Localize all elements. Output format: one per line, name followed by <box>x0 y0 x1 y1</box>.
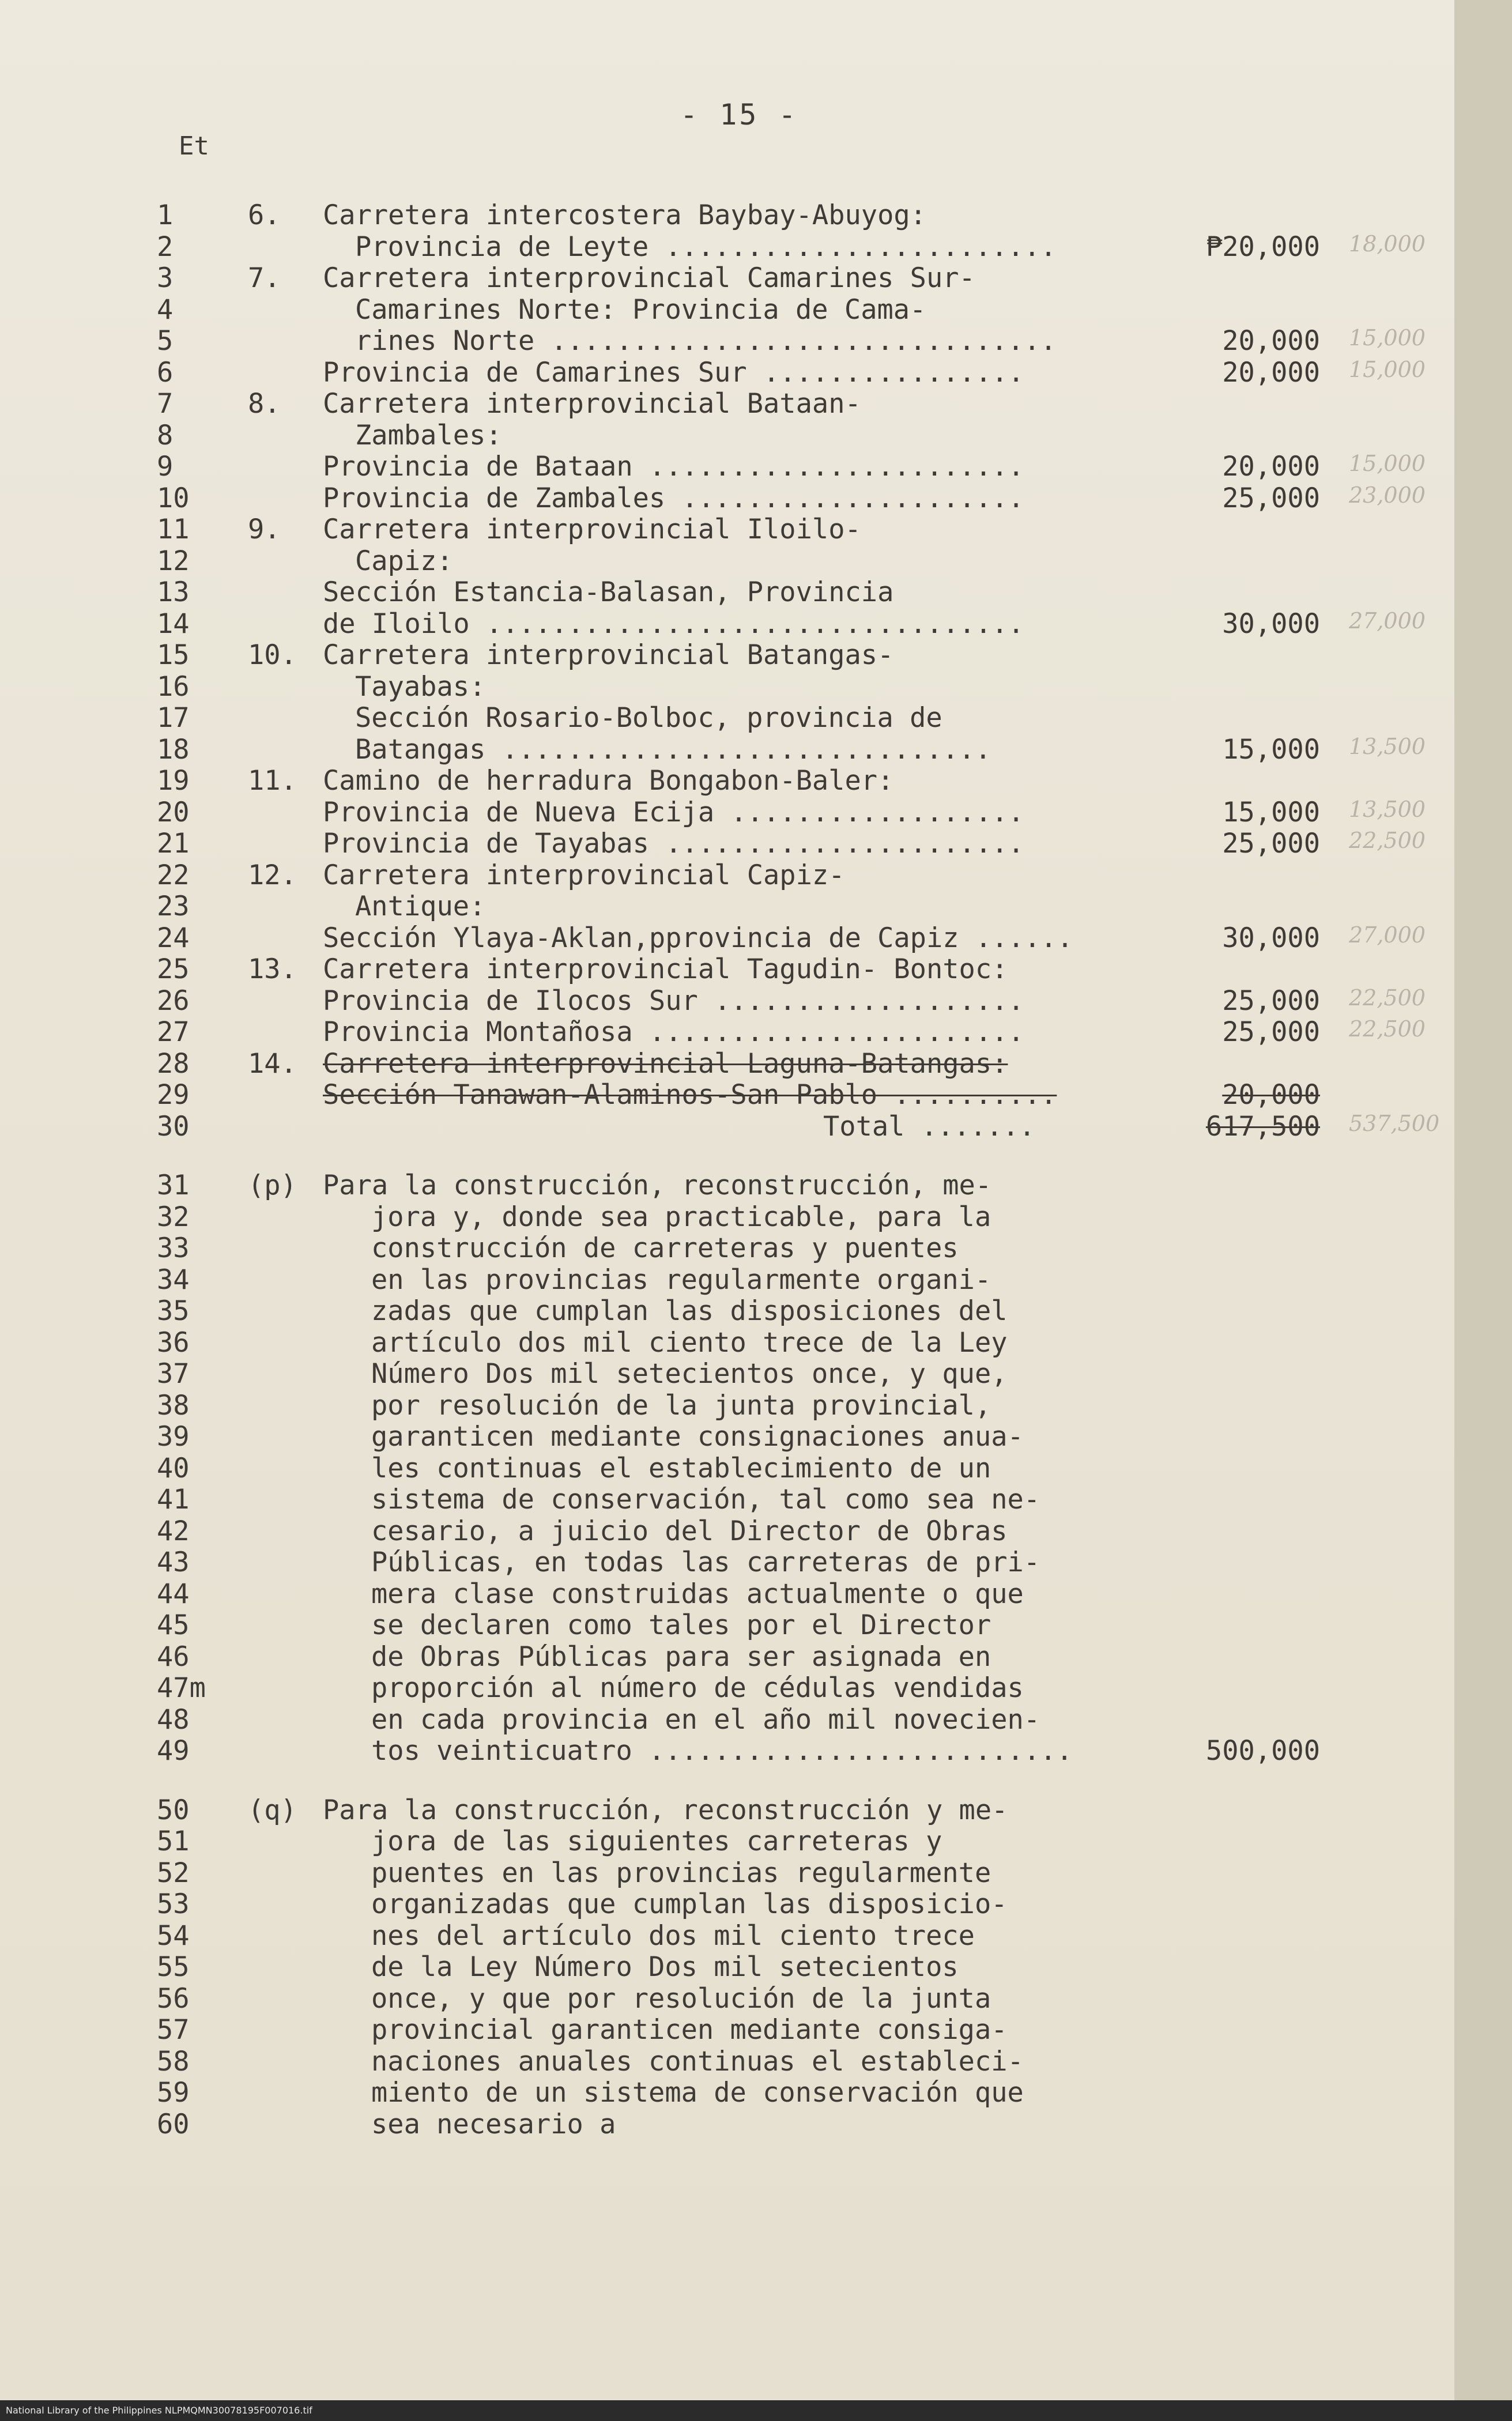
line-number: 21 <box>157 828 190 859</box>
handwritten-amount: 23,000 <box>1349 482 1426 508</box>
document-line <box>0 859 1383 891</box>
document-line <box>0 985 1426 1017</box>
document-line <box>0 451 1426 482</box>
line-number: 45 <box>157 1609 190 1641</box>
line-amount: 20,000 <box>1222 325 1320 357</box>
line-text: jora de las siguientes carreteras y <box>371 1826 942 1857</box>
line-text: sea necesario a <box>371 2109 616 2140</box>
document-line <box>0 420 1383 451</box>
line-number: 12 <box>157 545 190 577</box>
line-number: 36 <box>157 1327 190 1359</box>
line-text: cesario, a juicio del Director de Obras <box>371 1515 1008 1547</box>
document-line <box>0 199 1383 231</box>
document-line <box>0 1264 1383 1295</box>
scan-footer: National Library of the Philippines NLPMQMN30078195F007016.tif <box>0 2400 1512 2421</box>
line-number: 44 <box>157 1578 190 1610</box>
line-number: 50 <box>157 1794 190 1826</box>
document-line <box>0 1358 1383 1389</box>
handwritten-amount: 15,000 <box>1349 451 1426 476</box>
scan-edge <box>1454 0 1512 2400</box>
document-line <box>0 1201 1383 1232</box>
page-number: - 15 - <box>680 98 798 131</box>
handwritten-amount: 537,500 <box>1349 1111 1440 1136</box>
document-line <box>0 1390 1383 1421</box>
line-number: 30 <box>157 1111 190 1142</box>
line-text: de Iloilo ................................. <box>323 608 1024 640</box>
corner-mark: Et <box>179 131 209 161</box>
line-number: 6 <box>157 357 174 389</box>
line-amount: 15,000 <box>1222 797 1320 828</box>
item-marker: 13. <box>248 953 297 985</box>
line-amount: 25,000 <box>1222 1016 1320 1048</box>
line-amount: 15,000 <box>1222 734 1320 765</box>
line-number: 42 <box>157 1515 190 1547</box>
document-line <box>0 1704 1383 1735</box>
document-line <box>0 922 1426 954</box>
line-text: mera clase construidas actualmente o que <box>371 1578 1024 1610</box>
line-number: 59 <box>157 2077 190 2109</box>
handwritten-amount: 13,500 <box>1349 797 1426 822</box>
document-line <box>0 1421 1383 1452</box>
document-line <box>0 1735 1383 1766</box>
line-number: 57 <box>157 2014 190 2046</box>
line-text: Número Dos mil setecientos once, y que, <box>371 1358 1008 1390</box>
line-text: proporción al número de cédulas vendidas <box>371 1672 1024 1704</box>
line-amount: ₱20,000 <box>1205 231 1320 263</box>
line-number: 53 <box>157 1888 190 1920</box>
line-text: de Obras Públicas para ser asignada en <box>371 1641 991 1673</box>
document-line <box>0 388 1383 419</box>
line-text: por resolución de la junta provincial, <box>371 1390 991 1421</box>
line-text: de la Ley Número Dos mil setecientos <box>371 1951 959 1983</box>
document-line <box>0 2046 1383 2077</box>
line-number: 9 <box>157 451 174 482</box>
line-text: Carretera interprovincial Capiz- <box>323 859 845 891</box>
line-number: 52 <box>157 1857 190 1889</box>
line-number: 28 <box>157 1048 190 1080</box>
document-line <box>0 1515 1383 1547</box>
line-number: 1 <box>157 199 174 231</box>
document-line <box>0 1641 1383 1672</box>
line-text: tos veinticuatro .......................... <box>371 1735 1073 1767</box>
line-text: Zambales: <box>355 420 502 451</box>
document-line <box>0 1016 1426 1048</box>
document-line <box>0 1048 1383 1079</box>
line-text: Sección Rosario-Bolboc, provincia de <box>355 702 942 734</box>
document-line <box>0 797 1426 828</box>
line-amount: 30,000 <box>1222 922 1320 954</box>
line-text: se declaren como tales por el Director <box>371 1609 991 1641</box>
line-number: 55 <box>157 1951 190 1983</box>
line-number: 17 <box>157 702 190 734</box>
line-text: Carretera interprovincial Iloilo- <box>323 514 861 545</box>
handwritten-amount: 27,000 <box>1349 922 1426 948</box>
item-marker: 12. <box>248 859 297 891</box>
line-number: 14 <box>157 608 190 640</box>
document-line <box>0 1578 1383 1609</box>
line-text: Provincia de Zambales ..................... <box>323 482 1024 514</box>
line-amount: 25,000 <box>1222 482 1320 514</box>
line-text: Carretera interprovincial Bataan- <box>323 388 861 420</box>
line-number: 51 <box>157 1826 190 1857</box>
line-number: 41 <box>157 1484 190 1515</box>
line-number: 54 <box>157 1920 190 1952</box>
item-marker: 8. <box>248 388 281 420</box>
document-line <box>0 734 1426 765</box>
line-text: Provincia de Tayabas ...................... <box>323 828 1024 859</box>
line-text: organizadas que cumplan las disposicio- <box>371 1888 1008 1920</box>
document-line <box>0 671 1383 702</box>
line-text: Provincia de Ilocos Sur ................... <box>323 985 1024 1017</box>
line-number: 38 <box>157 1390 190 1421</box>
line-number: 16 <box>157 671 190 703</box>
line-text: Capiz: <box>355 545 453 577</box>
document-line <box>0 482 1426 514</box>
line-number: 29 <box>157 1079 190 1111</box>
item-marker: 11. <box>248 765 297 797</box>
item-marker: 6. <box>248 199 281 231</box>
line-text: Carretera interprovincial Camarines Sur- <box>323 262 975 294</box>
line-number: 15 <box>157 639 190 671</box>
document-line <box>0 1232 1383 1264</box>
line-number: 20 <box>157 797 190 828</box>
line-text: artículo dos mil ciento trece de la Ley <box>371 1327 1008 1359</box>
line-text: naciones anuales continuas el estableci- <box>371 2046 1024 2077</box>
line-text: Sección Ylaya-Aklan,pprovincia de Capiz ...... <box>323 922 1073 954</box>
line-number: 48 <box>157 1704 190 1736</box>
item-marker: (q) <box>248 1794 297 1826</box>
line-number: 32 <box>157 1201 190 1233</box>
document-line <box>0 1888 1383 1920</box>
handwritten-amount: 27,000 <box>1349 608 1426 633</box>
line-text: rines Norte ............................... <box>355 325 1057 357</box>
item-marker: 7. <box>248 262 281 294</box>
line-number: 11 <box>157 514 190 545</box>
line-text: nes del artículo dos mil ciento trece <box>371 1920 975 1952</box>
line-amount: 20,000 <box>1222 451 1320 482</box>
document-line <box>0 2109 1383 2140</box>
line-text: Carretera interprovincial Batangas- <box>323 639 894 671</box>
line-number: 3 <box>157 262 174 294</box>
line-text: miento de un sistema de conservación que <box>371 2077 1024 2109</box>
line-amount: 25,000 <box>1222 985 1320 1017</box>
line-text: puentes en las provincias regularmente <box>371 1857 991 1889</box>
line-amount: 20,000 <box>1222 1079 1320 1111</box>
line-number: 23 <box>157 891 190 922</box>
handwritten-amount: 22,500 <box>1349 985 1426 1010</box>
line-text: Camarines Norte: Provincia de Cama- <box>355 294 926 326</box>
document-line <box>0 1794 1383 1826</box>
document-line <box>0 262 1383 293</box>
line-number: 35 <box>157 1295 190 1327</box>
line-number: 5 <box>157 325 174 357</box>
document-line <box>0 1672 1383 1703</box>
line-number: 43 <box>157 1547 190 1578</box>
line-text: provincial garanticen mediante consiga- <box>371 2014 1008 2046</box>
line-number: 58 <box>157 2046 190 2077</box>
document-line <box>0 2014 1383 2045</box>
line-number: 33 <box>157 1232 190 1264</box>
line-text: once, y que por resolución de la junta <box>371 1983 991 2015</box>
item-marker: 9. <box>248 514 281 545</box>
line-amount: 30,000 <box>1222 608 1320 640</box>
line-number: 26 <box>157 985 190 1017</box>
handwritten-amount: 15,000 <box>1349 357 1426 382</box>
line-text: Provincia de Camarines Sur ................ <box>323 357 1024 389</box>
line-number: 37 <box>157 1358 190 1390</box>
line-number: 4 <box>157 294 174 326</box>
line-text: Para la construcción, reconstrucción y me- <box>323 1794 1008 1826</box>
line-text: Públicas, en todas las carreteras de pri- <box>371 1547 1040 1578</box>
line-number: 47m <box>157 1672 206 1704</box>
line-text: construcción de carreteras y puentes <box>371 1232 959 1264</box>
document-line <box>0 1295 1383 1326</box>
line-number: 27 <box>157 1016 190 1048</box>
line-number: 13 <box>157 576 190 608</box>
document-line <box>0 1484 1383 1515</box>
document-line <box>0 294 1383 325</box>
handwritten-amount: 15,000 <box>1349 325 1426 350</box>
line-number: 31 <box>157 1170 190 1201</box>
line-number: 10 <box>157 482 190 514</box>
document-line <box>0 1857 1383 1888</box>
document-line <box>0 514 1383 545</box>
line-text: Provincia de Bataan ....................... <box>323 451 1024 482</box>
document-line <box>0 702 1383 733</box>
item-marker: 14. <box>248 1048 297 1080</box>
line-text: Provincia de Leyte ........................ <box>355 231 1057 263</box>
line-number: 22 <box>157 859 190 891</box>
document-line <box>0 1079 1383 1110</box>
document-line <box>0 1951 1383 1982</box>
item-marker: 10. <box>248 639 297 671</box>
line-number: 39 <box>157 1421 190 1453</box>
document-line <box>0 1547 1383 1578</box>
line-text: zadas que cumplan las disposiciones del <box>371 1295 1008 1327</box>
line-amount: 617,500 <box>1205 1111 1320 1142</box>
document-line <box>0 357 1426 389</box>
handwritten-amount: 13,500 <box>1349 734 1426 759</box>
document-line <box>0 1826 1383 1857</box>
line-number: 18 <box>157 734 190 765</box>
line-number: 24 <box>157 922 190 954</box>
document-line <box>0 639 1383 670</box>
document-line <box>0 608 1426 640</box>
line-text: Carretera interprovincial Laguna-Batangas: <box>323 1048 1008 1080</box>
line-number: 56 <box>157 1983 190 2015</box>
document-line <box>0 545 1383 576</box>
handwritten-amount: 18,000 <box>1349 231 1426 257</box>
line-text: sistema de conservación, tal como sea ne- <box>371 1484 1040 1515</box>
item-marker: (p) <box>248 1170 297 1201</box>
document-line <box>0 1170 1383 1201</box>
line-amount: 500,000 <box>1205 1735 1320 1767</box>
document-line <box>0 1111 1440 1142</box>
line-number: 40 <box>157 1453 190 1484</box>
line-amount: 20,000 <box>1222 357 1320 389</box>
document-line <box>0 231 1426 263</box>
line-text: Provincia de Nueva Ecija .................. <box>323 797 1024 828</box>
document-line <box>0 765 1383 796</box>
line-text: Sección Tanawan-Alaminos-San Pablo .......... <box>323 1079 1057 1111</box>
document-line <box>0 1609 1383 1641</box>
line-text: garanticen mediante consignaciones anua- <box>371 1421 1024 1453</box>
document-line <box>0 891 1383 922</box>
document-line <box>0 1327 1383 1358</box>
handwritten-amount: 22,500 <box>1349 828 1426 853</box>
line-text: Carretera intercostera Baybay-Abuyog: <box>323 199 926 231</box>
line-text: Total ....... <box>823 1111 1035 1142</box>
document-line <box>0 2077 1383 2108</box>
handwritten-amount: 22,500 <box>1349 1016 1426 1042</box>
line-text: en cada provincia en el año mil novecien- <box>371 1704 1040 1736</box>
document-line <box>0 576 1383 608</box>
line-number: 49 <box>157 1735 190 1767</box>
document-line <box>0 828 1426 859</box>
line-text: Carretera interprovincial Tagudin- Bontoc: <box>323 953 1008 985</box>
line-text: Batangas .............................. <box>355 734 991 765</box>
line-number: 46 <box>157 1641 190 1673</box>
line-text: en las provincias regularmente organi- <box>371 1264 991 1296</box>
line-text: Camino de herradura Bongabon-Baler: <box>323 765 894 797</box>
line-text: jora y, donde sea practicable, para la <box>371 1201 991 1233</box>
line-amount: 25,000 <box>1222 828 1320 859</box>
line-number: 8 <box>157 420 174 451</box>
document-line <box>0 953 1383 985</box>
line-text: Tayabas: <box>355 671 486 703</box>
line-number: 25 <box>157 953 190 985</box>
line-number: 7 <box>157 388 174 420</box>
document-line <box>0 1983 1383 2014</box>
line-text: les continuas el establecimiento de un <box>371 1453 991 1484</box>
line-number: 19 <box>157 765 190 797</box>
line-text: Para la construcción, reconstrucción, me- <box>323 1170 992 1201</box>
line-text: Provincia Montañosa ....................... <box>323 1016 1024 1048</box>
document-line <box>0 325 1426 357</box>
line-text: Antique: <box>355 891 486 922</box>
line-number: 60 <box>157 2109 190 2140</box>
line-text: Sección Estancia-Balasan, Provincia <box>323 576 894 608</box>
line-number: 2 <box>157 231 174 263</box>
document-line <box>0 1920 1383 1951</box>
line-number: 34 <box>157 1264 190 1296</box>
document-line <box>0 1453 1383 1484</box>
